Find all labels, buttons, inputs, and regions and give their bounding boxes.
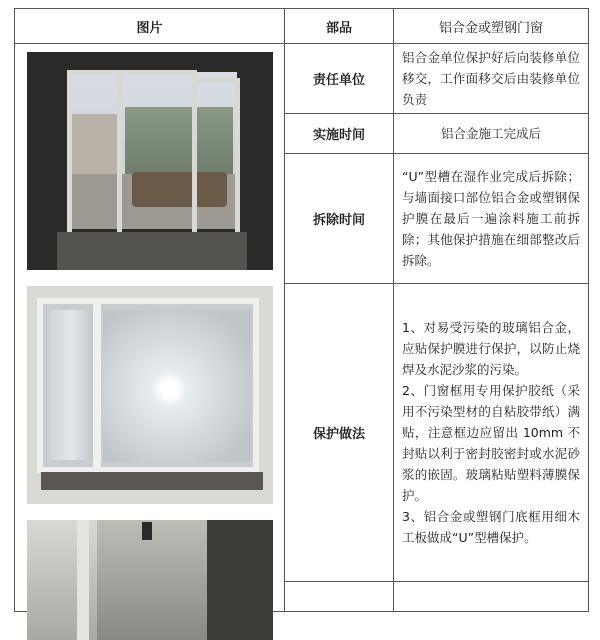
header-part-value: 铝合金或塑钢门窗: [394, 9, 589, 44]
protection-item-1: 1、对易受污染的玻璃铝合金，应贴保护膜进行保护，以防止烧焊及水泥沙浆的污染。: [402, 320, 580, 377]
label-protection-method: 保护做法: [285, 284, 394, 582]
content-responsible: 铝合金单位保护好后向装修单位移交，工作面移交后由装修单位负责: [394, 44, 589, 114]
window-photo-frosted-glass: [27, 286, 273, 504]
door-frame-photo: [27, 520, 273, 640]
row-responsible: [15, 44, 589, 114]
header-part: 部品: [285, 9, 394, 44]
content-protection-method: [394, 284, 589, 582]
empty-content-cell: [394, 582, 589, 612]
content-removal-time: “U”型槽在湿作业完成后拆除；与墙面接口部位铝合金或塑钢保护膜在最后一遍涂料施工前拆除；其他保护措施在细部整改后拆除。: [394, 154, 589, 284]
content-implementation-time: 铝合金施工完成后: [394, 114, 589, 154]
window-photo-construction-view: [27, 52, 273, 270]
photo-column: [15, 44, 285, 612]
protection-item-3: 3、铝合金或塑钢门底框用细木工板做成“U”型槽保护。: [402, 509, 580, 545]
label-removal-time: 拆除时间: [285, 154, 394, 284]
empty-label-cell: [285, 582, 394, 612]
label-responsible: 责任单位: [285, 44, 394, 114]
label-implementation-time: 实施时间: [285, 114, 394, 154]
protection-table: [14, 8, 589, 612]
header-image: 图片: [15, 9, 285, 44]
protection-item-2: 2、门窗框用专用保护胶纸（采用不污染型材的自粘胶带纸）满贴，注意框边应留出 10mm 不封贴以利于密封胶密封或水泥砂浆的嵌固。玻璃粘贴塑料薄膜保护。: [402, 383, 580, 503]
header-row: [15, 9, 589, 44]
